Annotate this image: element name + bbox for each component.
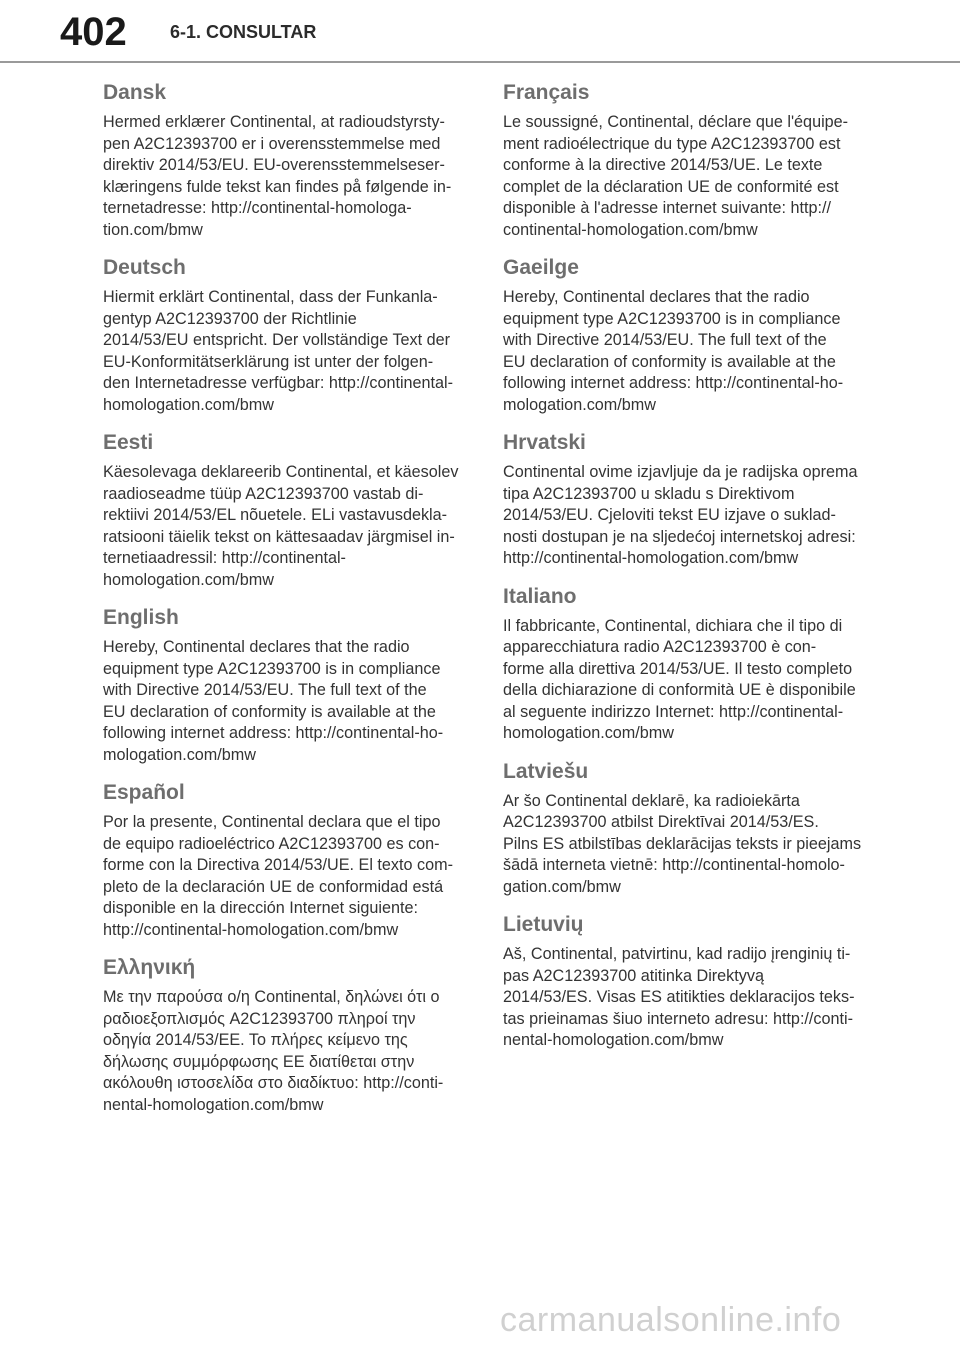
- section-hrvatski: [503, 430, 863, 570]
- section-dansk: [103, 80, 463, 241]
- section-heading: Dansk: [103, 81, 167, 104]
- section-heading: Español: [103, 781, 185, 804]
- section-francais: [503, 80, 863, 241]
- page-header: [0, 0, 960, 62]
- section-gaeilge: [503, 255, 863, 416]
- section-lietuviu: [503, 912, 863, 1052]
- section-eesti: [103, 430, 463, 591]
- section-text: Hiermit erklärt Continental, dass der Funkanla- gentyp A2C12393700 der Richtlinie 2014/53/EU entspricht. Der vollständige Text der EU-Konformitätserklärung ist unter der folgen- den Internetadresse verfügbar: http://continental- homologation.com/bmw: [103, 288, 454, 414]
- section-heading: Latviešu: [503, 759, 589, 783]
- section-heading: Lietuvių: [503, 913, 584, 936]
- section-heading: English: [103, 606, 179, 629]
- section-heading: Eesti: [103, 431, 154, 454]
- section-latviesu: [503, 759, 863, 899]
- section-text: Il fabbricante, Continental, dichiara che il tipo di apparecchiatura radio A2C12393700 è con- forme alla direttiva 2014/53/UE. Il testo completo della dichiarazione di conformità UE è disponibile al seguente indirizzo Internet: http://continental- homologation.com/bmw: [503, 616, 856, 742]
- section-english: [103, 605, 463, 766]
- section-text: Με την παρούσα ο/η Continental, δηλώνει ότι ο ραδιοεξοπλισμός A2C12393700 πληροί την οδηγία 2014/53/ΕΕ. Το πλήρες κείμενο της δήλωσης συμμόρφωσης ΕΕ διατίθεται στην ακόλουθη ιστοσελίδα στο διαδίκτυο: http://conti- nental-homologation.com/bmw: [103, 988, 444, 1114]
- section-text: Hereby, Continental declares that the radio equipment type A2C12393700 is in compliance with Directive 2014/53/EU. The full text of the EU declaration of conformity is available at the following internet address: http://continental-ho- mologation.com/bmw: [103, 638, 444, 764]
- section-text: Continental ovime izjavljuje da je radijska oprema tipa A2C12393700 u skladu s Direktivom 2014/53/EU. Cjeloviti tekst EU izjave o suklad- nosti dostupan je na sljedećoj internetskoj adresi: http://continental-homologation.com/bmw: [503, 463, 858, 567]
- section-text: Hermed erklærer Continental, at radioudstyrsty- pen A2C12393700 er i overensstemmelse med direktiv 2014/53/EU. EU-overensstemmelseser- klæringens fulde tekst kan findes på følgende in- ternetadresse: http://continental-homologa- tion.com/bmw: [103, 113, 452, 239]
- section-text: Aš, Continental, patvirtinu, kad radijo įrenginių ti- pas A2C12393700 atitinka Direktyvą 2014/53/ES. Visas ES atitikties deklaracijos teks- tas prieinamas šiuo interneto adresu: http://conti- nental-homologation.com/bmw: [503, 945, 855, 1049]
- section-text: Por la presente, Continental declara que el tipo de equipo radioeléctrico A2C12393700 es con- forme con la Directiva 2014/53/UE. El texto com- pleto de la declaración UE de conformidad está disponible en la dirección Internet siguiente: http://continental-homologation.com/bmw: [103, 813, 453, 939]
- section-text: Ar šo Continental deklarē, ka radioiekārta A2C12393700 atbilst Direktīvai 2014/53/ES. Pilns ES atbilstības deklarācijas teksts ir pieejams šādā interneta vietnē: http://continental-homolo- gation.com/bmw: [503, 791, 862, 896]
- section-text: Le soussigné, Continental, déclare que l'équipe- ment radioélectrique du type A2C12393700 est conforme à la directive 2014/53/UE. Le texte complet de la déclaration UE de conformité est disponible à l'adresse internet suivante: http:// continental-homologation.com/bmw: [503, 113, 849, 239]
- section-heading: Deutsch: [103, 256, 186, 279]
- section-deutsch: [103, 255, 463, 416]
- section-heading: Gaeilge: [503, 256, 579, 279]
- section-heading: Ελληνική: [103, 956, 196, 979]
- section-heading: Hrvatski: [503, 431, 586, 454]
- chapter-title: 6-1. CONSULTAR: [170, 22, 317, 42]
- left-column: [103, 80, 463, 1130]
- page-number: 402: [60, 10, 127, 54]
- section-text: Käesolevaga deklareerib Continental, et käesolev raadioseadme tüüp A2C12393700 vastab di- rektiivi 2014/53/EL nõuetele. ELi vastavusdekla- ratsiooni täielik tekst on kättesaadav järgmisel in- ternetiaadressil: http://continental- homologation.com/bmw: [103, 463, 459, 589]
- right-column: [503, 80, 863, 1066]
- section-text: Hereby, Continental declares that the radio equipment type A2C12393700 is in compliance with Directive 2014/53/EU. The full text of the EU declaration of conformity is available at the following internet address: http://continental-ho- mologation.com/bmw: [503, 288, 844, 414]
- section-heading: Italiano: [503, 584, 577, 608]
- section-espanol: [103, 780, 463, 941]
- section-heading: Français: [503, 81, 590, 104]
- site-watermark: carmanualsonline.info: [500, 1301, 842, 1339]
- section-italiano: [503, 584, 863, 745]
- header-divider: [0, 61, 960, 63]
- section-ellinika: [103, 955, 463, 1116]
